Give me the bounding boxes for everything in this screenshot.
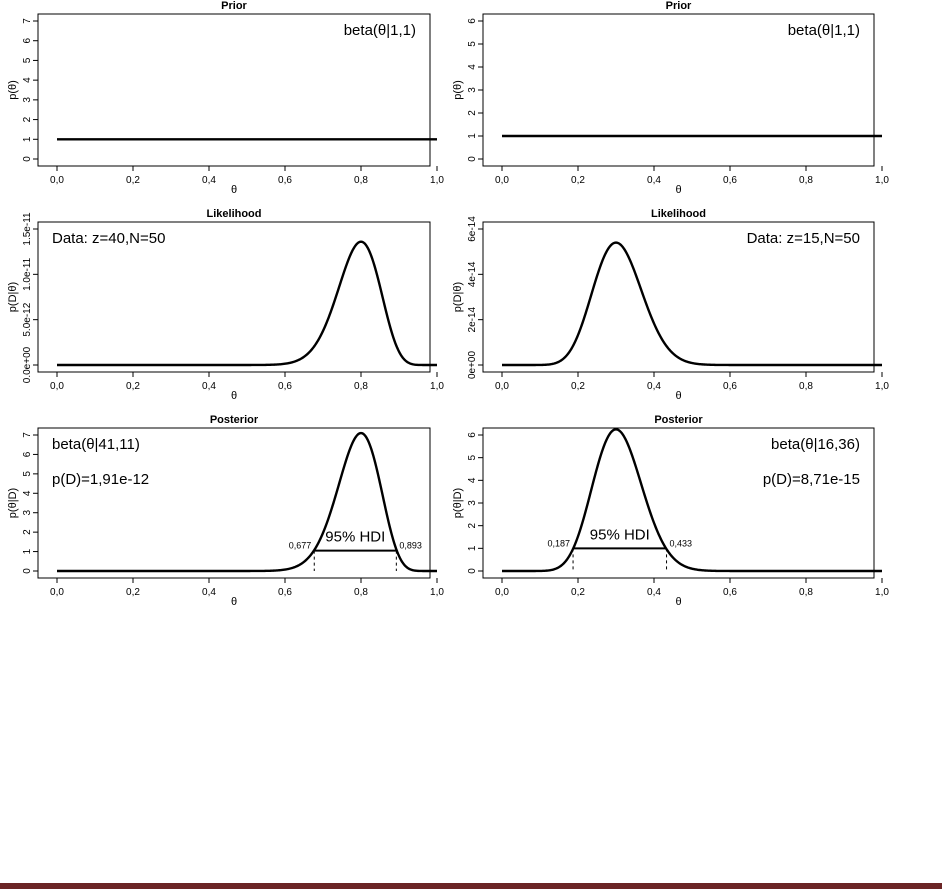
y-tick-label: 4 — [22, 490, 33, 497]
y-tick-label: 1 — [22, 136, 33, 143]
x-tick-label: 1,0 — [430, 175, 444, 186]
x-tick-label: 0,8 — [354, 587, 368, 598]
y-tick-label: 3 — [467, 500, 478, 506]
x-tick-label: 0,8 — [799, 381, 813, 392]
x-tick-label: 0,4 — [647, 587, 661, 598]
y-tick-label: 6 — [22, 37, 33, 44]
x-tick-label: 0,6 — [723, 587, 737, 598]
x-tick-label: 0,2 — [571, 587, 585, 598]
y-tick-label: 4 — [467, 64, 478, 70]
y-tick-label: 3 — [467, 87, 478, 93]
x-tick-label: 0,2 — [126, 587, 140, 598]
y-tick-label: 5 — [22, 57, 33, 64]
x-tick-label: 0,4 — [647, 381, 661, 392]
y-tick-label: 2 — [467, 522, 478, 529]
x-tick-label: 0,6 — [278, 175, 292, 186]
y-tick-label: 3 — [22, 97, 33, 103]
x-tick-label: 0,0 — [495, 175, 509, 186]
chart-title: Posterior — [654, 414, 703, 426]
y-tick-label: 2 — [22, 529, 33, 535]
y-tick-label: 5 — [22, 471, 33, 477]
x-tick-label: 1,0 — [875, 381, 889, 392]
evidence-label: p(D)=1,91e-12 — [52, 471, 150, 488]
y-tick-label: 4 — [22, 77, 33, 83]
y-axis-label: p(D|θ) — [452, 281, 464, 313]
chart-title: Posterior — [209, 414, 259, 426]
panel-middle-left — [7, 208, 444, 402]
x-tick-label: 0,4 — [202, 587, 216, 598]
distribution-label: beta(θ|1,1) — [343, 22, 416, 39]
y-tick-label: 1 — [22, 548, 33, 555]
footer-rule — [0, 883, 942, 889]
x-tick-label: 1,0 — [430, 381, 444, 392]
y-tick-label: 6 — [22, 451, 33, 458]
x-axis-label: θ — [230, 390, 238, 402]
x-tick-label: 0,6 — [278, 587, 292, 598]
evidence-label: p(D)=8,71e-15 — [762, 471, 860, 488]
chart-title: Likelihood — [651, 208, 706, 220]
hdi-low-label: 0,677 — [288, 540, 312, 551]
panel-bottom-right — [452, 414, 889, 608]
y-axis-label: p(θ|D) — [452, 487, 464, 519]
y-tick-label: 1 — [467, 133, 478, 139]
x-tick-label: 0,4 — [647, 175, 661, 186]
distribution-label: beta(θ|41,11) — [52, 436, 140, 453]
x-axis-label: θ — [675, 184, 682, 196]
panel-bottom-left — [7, 414, 444, 608]
y-tick-label: 2 — [467, 110, 478, 116]
chart-title: Likelihood — [206, 208, 262, 220]
x-tick-label: 0,2 — [126, 381, 140, 392]
y-tick-label: 7 — [22, 18, 33, 24]
x-tick-label: 0,8 — [354, 381, 368, 392]
y-tick-label: 6e-14 — [467, 216, 478, 242]
x-tick-label: 1,0 — [875, 587, 889, 598]
x-tick-label: 0,2 — [126, 175, 140, 186]
x-tick-label: 0,8 — [799, 587, 813, 598]
y-tick-label: 4 — [467, 477, 478, 484]
y-tick-label: 5 — [467, 41, 478, 47]
x-tick-label: 0,4 — [202, 381, 216, 392]
x-tick-label: 0,2 — [571, 175, 585, 186]
y-tick-label: 1 — [467, 545, 478, 552]
x-tick-label: 0,0 — [50, 587, 64, 598]
y-tick-label: 0 — [22, 568, 33, 574]
x-tick-label: 0,2 — [571, 381, 585, 392]
y-tick-label: 0e+00 — [467, 350, 478, 380]
density-curve — [57, 242, 437, 365]
y-axis-label: p(θ) — [7, 80, 19, 100]
x-tick-label: 0,0 — [50, 175, 64, 186]
y-tick-label: 1.5e-11 — [22, 212, 33, 246]
y-tick-label: 3 — [22, 509, 33, 516]
y-tick-label: 0.0e+00 — [22, 346, 33, 384]
x-tick-label: 0,8 — [799, 175, 813, 186]
x-tick-label: 0,8 — [354, 175, 368, 186]
distribution-label: Data: z=15,N=50 — [746, 230, 860, 247]
x-axis-label: θ — [675, 596, 682, 608]
x-tick-label: 0,6 — [723, 381, 737, 392]
y-tick-label: 2e-14 — [467, 306, 478, 333]
panel-top-right — [452, 0, 889, 196]
x-tick-label: 1,0 — [875, 175, 889, 186]
hdi-label: 95% HDI — [589, 526, 650, 544]
y-tick-label: 0 — [467, 156, 478, 162]
x-tick-label: 0,0 — [50, 381, 64, 392]
y-axis-label: p(D|θ) — [7, 281, 19, 313]
y-tick-label: 7 — [22, 432, 33, 438]
distribution-label: Data: z=40,N=50 — [52, 230, 166, 247]
x-axis-label: θ — [230, 596, 238, 608]
x-tick-label: 0,0 — [495, 587, 509, 598]
x-tick-label: 0,6 — [723, 175, 737, 186]
density-curve — [502, 243, 882, 365]
y-tick-label: 0 — [467, 568, 478, 574]
y-axis-label: p(θ) — [452, 80, 464, 100]
hdi-label: 95% HDI — [325, 528, 386, 546]
hdi-low-label: 0,187 — [547, 538, 571, 549]
x-tick-label: 0,6 — [278, 381, 292, 392]
hdi-high-label: 0,433 — [669, 538, 693, 549]
x-tick-label: 0,4 — [202, 175, 216, 186]
y-tick-label: 0 — [22, 156, 33, 162]
y-tick-label: 5.0e-12 — [22, 302, 33, 337]
chart-title: Prior — [665, 0, 692, 12]
panel-top-left — [7, 0, 444, 196]
x-axis-label: θ — [230, 184, 238, 196]
x-axis-label: θ — [675, 390, 682, 402]
hdi-high-label: 0,893 — [399, 540, 422, 551]
y-tick-label: 6 — [467, 18, 478, 24]
y-tick-label: 6 — [467, 432, 478, 438]
y-tick-label: 4e-14 — [467, 261, 478, 288]
y-tick-label: 2 — [22, 116, 33, 123]
chart-title: Prior — [221, 0, 247, 12]
y-tick-label: 1.0e-11 — [22, 257, 33, 291]
x-tick-label: 1,0 — [430, 587, 444, 598]
distribution-label: beta(θ|1,1) — [787, 22, 860, 39]
y-tick-label: 5 — [467, 454, 478, 461]
panel-middle-right — [452, 208, 889, 402]
y-axis-label: p(θ|D) — [7, 487, 19, 519]
x-tick-label: 0,0 — [495, 381, 509, 392]
distribution-label: beta(θ|16,36) — [771, 436, 860, 453]
